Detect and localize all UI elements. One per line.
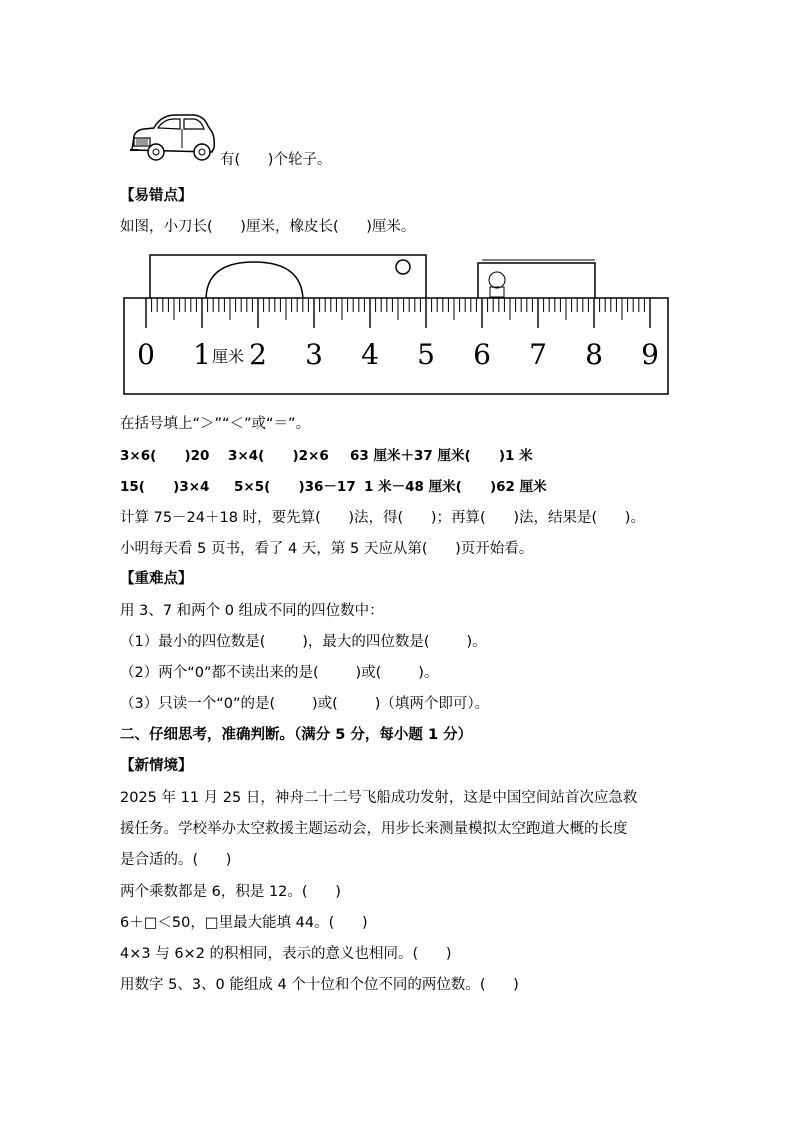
compare-1a: 3×6( )20 <box>120 448 210 464</box>
ruler-number: 8 <box>585 338 603 371</box>
ruler-number: 1 <box>193 338 211 371</box>
car-icon <box>128 110 218 165</box>
compare-2b: 5×5( )36－17 <box>234 479 356 495</box>
ruler-number: 6 <box>473 338 491 371</box>
digits-sub-1: （1）最小的四位数是( )，最大的四位数是( )。 <box>120 634 487 650</box>
car-question: 有( )个轮子。 <box>220 152 332 168</box>
ruler-number: 0 <box>137 338 155 371</box>
compare-2a: 15( )3×4 <box>120 479 210 495</box>
paragraph-line-2: 援任务。学校举办太空救援主题运动会，用步长来测量模拟太空跑道大概的长度 <box>120 821 628 837</box>
knife-question: 如图，小刀长( )厘米，橡皮长( )厘米。 <box>120 219 416 235</box>
ruler-number: 2 <box>249 338 267 371</box>
section-heading-difficult: 【重难点】 <box>120 571 193 587</box>
paragraph-line-1: 2025 年 11 月 25 日，神舟二十二号飞船成功发射，这是中国空间站首次应急救 <box>120 790 638 806</box>
ruler-number: 7 <box>529 338 547 371</box>
digits-sub-2: （2）两个“0”都不读出来的是( )或( )。 <box>120 665 439 681</box>
section-heading-new: 【新情境】 <box>120 758 193 774</box>
judge-2: 6＋□＜50，□里最大能填 44。( ) <box>120 915 368 931</box>
section-heading-mistake: 【易错点】 <box>120 188 193 204</box>
ruler-figure <box>120 250 674 400</box>
ruler-number: 9 <box>641 338 659 371</box>
ruler-unit-label: 厘米 <box>212 347 245 366</box>
compare-1c: 63 厘米＋37 厘米( )1 米 <box>350 448 533 464</box>
ruler-number: 5 <box>417 338 435 371</box>
judge-1: 两个乘数都是 6，积是 12。( ) <box>120 884 341 900</box>
compare-2c: 1 米－48 厘米( )62 厘米 <box>364 479 547 495</box>
compare-1b: 3×4( )2×6 <box>228 448 329 464</box>
fill-instruction: 在括号填上“＞”“＜”或“＝”。 <box>120 416 311 432</box>
book-question: 小明每天看 5 页书，看了 4 天，第 5 天应从第( )页开始看。 <box>120 541 534 557</box>
digits-question: 用 3、7 和两个 0 组成不同的四位数中： <box>120 603 384 619</box>
eraser-icon <box>478 260 595 300</box>
part-two-heading: 二、仔细思考，准确判断。（满分 5 分，每小题 1 分） <box>120 727 473 743</box>
digits-sub-3: （3）只读一个“0”的是( )或( )（填两个即可）。 <box>120 696 490 712</box>
judge-3: 4×3 与 6×2 的积相同，表示的意义也相同。( ) <box>120 946 452 962</box>
calc-question: 计算 75－24＋18 时，要先算( )法，得( )；再算( )法，结果是( )。 <box>120 510 645 526</box>
paragraph-line-3: 是合适的。( ) <box>120 852 232 868</box>
ruler-number: 4 <box>361 338 379 371</box>
judge-4: 用数字 5、3、0 能组成 4 个十位和个位不同的两位数。( ) <box>120 977 519 993</box>
knife-icon <box>150 255 426 300</box>
ruler-number: 3 <box>305 338 323 371</box>
